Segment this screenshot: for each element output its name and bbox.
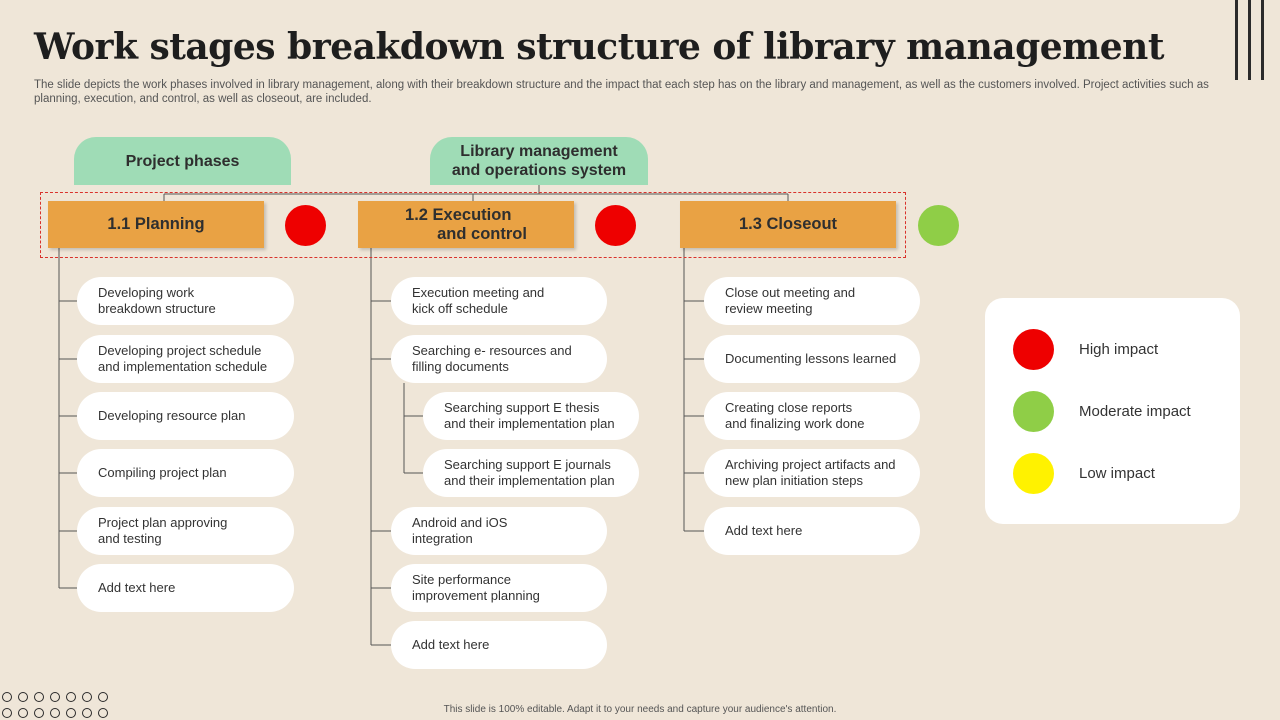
closeout-item-1: Close out meeting and review meeting [704, 277, 920, 325]
planning-item-2: Developing project schedule and implementation schedule [77, 335, 294, 383]
execution-subitem-2: Searching support E journals and their implementation plan [423, 449, 639, 497]
planning-item-5: Project plan approving and testing [77, 507, 294, 555]
planning-item-3: Developing resource plan [77, 392, 294, 440]
execution-item-1: Execution meeting and kick off schedule [391, 277, 607, 325]
phase-planning-label: 1.1 Planning [107, 215, 205, 233]
closeout-item-3: Creating close reports and finalizing work done [704, 392, 920, 440]
project-phases-tab: Project phases [74, 137, 291, 185]
execution-item-4: Site performance improvement planning [391, 564, 607, 612]
page-title: Work stages breakdown structure of library management [34, 26, 1164, 68]
planning-item-4: Compiling project plan [77, 449, 294, 497]
phase-execution [358, 201, 574, 248]
execution-item-3: Android and iOS integration [391, 507, 607, 555]
legend-low [1013, 453, 1155, 494]
system-tab: Library management and operations system [430, 137, 648, 185]
legend-high [1013, 329, 1158, 370]
execution-subitem-1: Searching support E thesis and their implementation plan [423, 392, 639, 440]
phase-closeout [680, 201, 896, 248]
legend-high-dot [1013, 329, 1054, 370]
phase-planning [48, 201, 264, 248]
legend-high-label: High impact [1079, 341, 1159, 358]
legend-low-dot [1013, 453, 1054, 494]
planning-item-1: Developing work breakdown structure [77, 277, 294, 325]
phase-execution-label: 1.2 Execution and control [405, 205, 527, 243]
closeout-item-4: Archiving project artifacts and new plan initiation steps [704, 449, 920, 497]
legend-moderate-label: Moderate impact [1079, 403, 1191, 420]
page-subtitle: The slide depicts the work phases involved in library management, along with their breakdown structure and the impact that each step has on the library and management, as well as the customers involved. Project activities such as planning, execution, and control, as well as closeout, are included. [34, 79, 1209, 105]
legend-moderate [1013, 391, 1191, 432]
closeout-item-2: Documenting lessons learned [704, 335, 920, 383]
legend-low-label: Low impact [1079, 465, 1155, 482]
legend-moderate-dot [1013, 391, 1054, 432]
phase-closeout-label: 1.3 Closeout [738, 215, 838, 233]
planning-impact-dot [285, 205, 326, 246]
footer-note: This slide is 100% editable. Adapt it to your needs and capture your audience's attention. [443, 704, 837, 715]
impact-legend [985, 298, 1240, 524]
closeout-impact-dot [918, 205, 959, 246]
closeout-item-5: Add text here [704, 507, 920, 555]
execution-item-2: Searching e- resources and filling documents [391, 335, 607, 383]
execution-item-5: Add text here [391, 621, 607, 669]
execution-impact-dot [595, 205, 636, 246]
planning-item-6: Add text here [77, 564, 294, 612]
